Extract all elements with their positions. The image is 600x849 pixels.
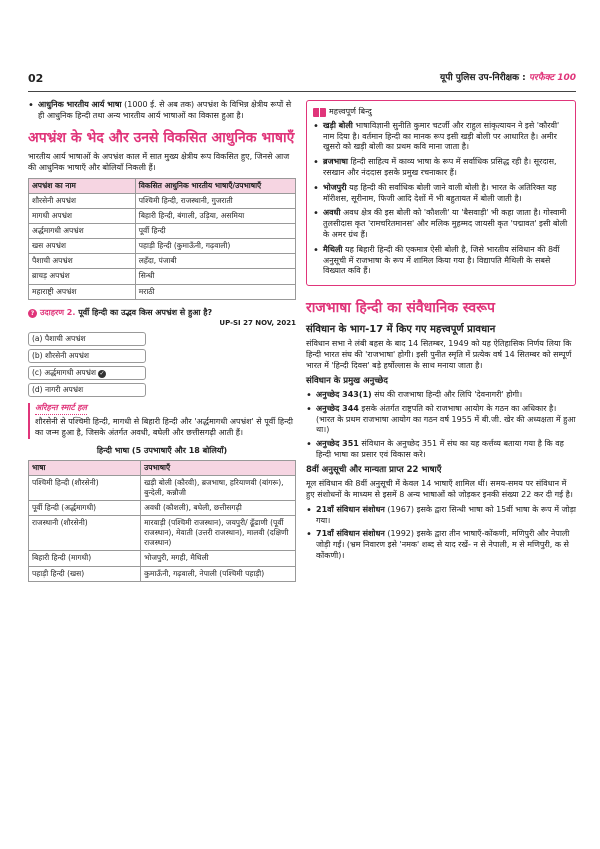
list-item — [313, 183, 569, 205]
table-cell: सिन्धी — [135, 269, 295, 284]
option-a[interactable] — [28, 332, 146, 346]
list-item — [313, 121, 569, 153]
table-cell: मागधी अपभ्रंश — [29, 208, 136, 223]
table-row — [29, 239, 296, 254]
check-icon: ✓ — [99, 370, 105, 378]
option-d[interactable] — [28, 383, 146, 397]
important-points-title-text: महत्त्वपूर्ण बिन्दु — [329, 107, 372, 116]
table-row — [29, 269, 296, 284]
intro-bullet-text: (1000 ई. से अब तक) अपभ्रंश के विभिन्न क्षेत्रीय रूपों से ही आधुनिक हिन्दी तथा अन्य भारतीय आर्य भाषाओं का विकास हुआ है। — [38, 100, 292, 120]
table-header: अपभ्रंश का नाम — [29, 178, 136, 193]
important-points-box — [306, 100, 576, 286]
table-header: विकसित आधुनिक भारतीय भाषाएँ/उपभाषाएँ — [135, 178, 295, 193]
table-cell: अवधी (कौशली), बघेली, छत्तीसगढ़ी — [141, 500, 296, 515]
table-row — [29, 566, 296, 581]
table-cell: पहाड़ी हिन्दी (कुमाऊँनी, गढ़वाली) — [135, 239, 295, 254]
option-label: (a) पैशाची अपभ्रंश — [32, 333, 86, 343]
list-item — [306, 404, 576, 436]
list-item-bold: अवधी — [323, 208, 341, 218]
table-cell: मराठी — [135, 284, 295, 299]
page-number: 02 — [28, 72, 44, 85]
list-item — [306, 529, 576, 561]
table-row — [29, 516, 296, 551]
table-row — [29, 500, 296, 515]
section-paragraph: भारतीय आर्य भाषाओं के अपभ्रंश काल में सात मुख्य क्षेत्रीय रूप विकसित हुए, जिनसे आज की आधुनिक भाषाएँ और बोलियाँ निकली हैं। — [28, 152, 290, 172]
table-cell: शौरसेनी अपभ्रंश — [29, 193, 136, 208]
option-label: (d) नागरी अपभ्रंश — [32, 385, 84, 395]
list-item — [313, 157, 569, 179]
table-cell: भोजपुरी, मगही, मैथिली — [141, 551, 296, 566]
book-icon — [313, 108, 326, 117]
table-row — [29, 224, 296, 239]
intro-bullet-bold: आधुनिक भारतीय आर्य भाषा — [38, 100, 122, 109]
table-cell: मारवाड़ी (पश्चिमी राजस्थान), जयपुरी/ ढूँढाणी (पूर्वी राजस्थान), मेवाती (उत्तरी राजस्थान), मालवी (दक्षिणी राजस्थान) — [141, 516, 296, 551]
list-item — [313, 208, 569, 240]
table-row — [29, 193, 296, 208]
table-row — [29, 284, 296, 299]
list-item-text: इसके अंतर्गत राष्ट्रपति को राजभाषा आयोग के गठन का अधिकार है। (भारत के प्रथम राजभाषा आयोग का गठन वर्ष 1955 में बी.जी. खेर की अध्यक्षता में हुआ था।) — [316, 403, 576, 435]
list-item-bold: भोजपुरी — [323, 182, 347, 192]
example-source: UP-SI 27 NOV, 2021 — [219, 319, 296, 328]
example-question — [28, 308, 296, 319]
important-points-title — [313, 107, 569, 118]
part17-heading: संविधान के भाग-17 में किए गए महत्त्वपूर्ण प्रावधान — [306, 323, 496, 335]
example-question-text: पूर्वी हिन्दी का उद्भव किस अपभ्रंश से हुआ है? — [78, 307, 213, 317]
smart-solution-title: अरिहन्त स्मार्ट हल — [35, 403, 87, 415]
table-header: उपभाषाएँ — [141, 460, 296, 475]
list-item-text: (1992) इसके द्वारा तीन भाषाएँ-कोंकणी, मणिपुरी और नेपाली जोड़ी गईं। (भ्रम निवारण इसे 'नमक' शब्द से याद रखें- न से नेपाली, म से मणिपुरी, क से कोंकणी)। — [316, 529, 570, 561]
intro-bullet — [28, 100, 296, 122]
smart-solution-text: शौरसेनी से पश्चिमी हिन्दी, मागधी से बिहारी हिन्दी और 'अर्द्धमागधी अपभ्रंश' से पूर्वी हिन्दी का जन्म हुआ है, जिसके अंतर्गत अवधी, बघेली और छत्तीसगढ़ी आती हैं। — [35, 417, 293, 438]
table-cell: पश्चिमी हिन्दी, राजस्थानी, गुजराती — [135, 193, 295, 208]
table-cell: कुमाऊँनी, गढ़वाली, नेपाली (पश्चिमी पहाड़ी) — [141, 566, 296, 581]
list-item-bold: मैथिली — [323, 244, 343, 254]
option-c[interactable] — [28, 366, 146, 380]
table-row — [29, 254, 296, 269]
table-cell: अर्द्धमागधी अपभ्रंश — [29, 224, 136, 239]
right-column — [306, 100, 576, 565]
table-cell: ब्राचड़ अपभ्रंश — [29, 269, 136, 284]
list-item-text: भाषाविज्ञानी सुनीति कुमार चटर्जी और राहुल सांकृत्यायन ने इसे 'कौरवी' नाम दिया है। वर्तमान हिन्दी का मानक रूप इसी खड़ी बोली पर आधारित है। अमीर खुसरो को खड़ी बोली का प्रथम कवि माना जाता है। — [323, 120, 560, 152]
brand-name: परफैक्ट 100 — [528, 73, 576, 83]
option-b[interactable] — [28, 349, 146, 363]
list-item-bold: ब्रजभाषा — [323, 157, 348, 167]
question-icon: ? — [28, 309, 37, 318]
running-title-text: यूपी पुलिस उप-निरीक्षक : — [439, 73, 526, 83]
list-item-bold: खड़ी बोली — [323, 120, 353, 130]
left-column — [28, 100, 296, 582]
list-item — [313, 245, 569, 277]
apabhramsha-table — [28, 178, 296, 300]
table-cell: राजस्थानी (शौरसेनी) — [29, 516, 141, 551]
list-item-text: यह हिन्दी की सर्वाधिक बोली जाने वाली बोली है। भारत के अतिरिक्त यह मॉरीशस, सूरीनाम, फिजी आदि देशों में भी बहुतायत में बोली जाती है। — [323, 182, 557, 203]
list-item-text: यह बिहारी हिन्दी की एकमात्र ऐसी बोली है, जिसे भारतीय संविधान की 8वीं अनुसूची में राजभाषा के रूप में शामिल किया गया है। विद्यापति मैथिली के सबसे विख्यात कवि हैं। — [323, 244, 560, 276]
schedule-paragraph: मूल संविधान की 8वीं अनुसूची में केवल 14 भाषाएँ शामिल थीं। समय-समय पर संविधान में हुए संशोधनों के माध्यम से इसमें 8 अन्य भाषाओं को जोड़कर इनकी संख्या 22 कर दी गई है। — [306, 479, 573, 500]
list-item-bold: अनुच्छेद 343(1) — [316, 390, 372, 400]
list-item-text: संघ की राजभाषा हिन्दी और लिपि 'देवनागरी' होगी। — [371, 390, 523, 400]
table-cell: पूर्वी हिन्दी (अर्द्धमागधी) — [29, 500, 141, 515]
smart-solution — [28, 403, 296, 438]
table-cell: महाराष्ट्री अपभ्रंश — [29, 284, 136, 299]
articles-heading: संविधान के प्रमुख अनुच्छेद — [306, 375, 388, 386]
table-row — [29, 208, 296, 223]
schedule-heading: 8वीं अनुसूची और मान्यता प्राप्त 22 भाषाएँ — [306, 464, 442, 475]
example-label: उदाहरण 2. — [40, 307, 76, 317]
table-header-row — [29, 460, 296, 475]
option-label: (c) अर्द्धमागधी अपभ्रंश — [32, 368, 97, 378]
table-cell: लहँदा, पंजाबी — [135, 254, 295, 269]
list-item-text: अवध क्षेत्र की इस बोली को 'कौशली' या 'बैसवाड़ी' भी कहा जाता है। गोस्वामी तुलसीदास कृत 'रामचरितमानस' और मलिक मुहम्मद जायसी कृत 'पद्मावत' इसी बोली के अमर ग्रंथ हैं। — [323, 208, 568, 239]
table-cell: पश्चिमी हिन्दी (शौरसेनी) — [29, 475, 141, 500]
table-cell: बिहारी हिन्दी, बंगाली, उड़िया, असमिया — [135, 208, 295, 223]
list-item-text: हिन्दी साहित्य में काव्य भाषा के रूप में सर्वाधिक प्रसिद्ध रही है। सूरदास, रसखान और नंददास इसके प्रमुख रचनाकार हैं। — [323, 157, 557, 177]
rajbhasha-paragraph: संविधान सभा ने लंबी बहस के बाद 14 सितम्बर, 1949 को यह ऐतिहासिक निर्णय लिया कि हिन्दी भारत संघ की 'राजभाषा' होगी। इसी पुनीत स्मृति में प्रत्येक वर्ष 14 सितम्बर को सम्पूर्ण भारत में 'हिन्दी दिवस' बड़े हर्षोल्लास के साथ मनाया जाता है। — [306, 339, 572, 370]
list-item-text: संविधान के अनुच्छेद 351 में संघ का यह कर्त्तव्य बताया गया है कि वह हिन्दी भाषा का प्रसार एवं विकास करे। — [316, 439, 564, 459]
list-item-bold: 71वाँ संविधान संशोधन — [316, 529, 385, 539]
table-header: भाषा — [29, 460, 141, 475]
hindi-table-title: हिन्दी भाषा (5 उपभाषाएँ और 18 बोलियाँ) — [96, 445, 228, 455]
table-cell: खस अपभ्रंश — [29, 239, 136, 254]
table-header-row — [29, 178, 296, 193]
list-item-bold: 21वाँ संविधान संशोधन — [316, 504, 385, 514]
header-rule — [28, 91, 576, 92]
table-row — [29, 551, 296, 566]
table-cell: पहाड़ी हिन्दी (खस) — [29, 566, 141, 581]
table-cell: बिहारी हिन्दी (मागधी) — [29, 551, 141, 566]
list-item — [306, 390, 576, 401]
running-title — [440, 72, 576, 84]
list-item-text: (1967) इसके द्वारा सिन्धी भाषा को 15वीं भाषा के रूप में जोड़ा गया। — [316, 504, 576, 525]
table-cell: खड़ी बोली (कौरवी), ब्रजभाषा, हरियाणवी (बांगरू), बुन्देली, कन्नौजी — [141, 475, 296, 500]
table-cell: पूर्वी हिन्दी — [135, 224, 295, 239]
table-cell: पैशाची अपभ्रंश — [29, 254, 136, 269]
hindi-languages-table — [28, 460, 296, 582]
page-header — [28, 70, 576, 88]
table-row — [29, 475, 296, 500]
section-title-rajbhasha: राजभाषा हिन्दी का संवैधानिक स्वरूप — [306, 300, 495, 317]
list-item — [306, 439, 576, 461]
list-item-bold: अनुच्छेद 344 — [316, 403, 359, 413]
list-item-bold: अनुच्छेद 351 — [316, 439, 359, 449]
list-item — [306, 505, 576, 527]
section-title-apabhramsha: अपभ्रंश के भेद और उनसे विकसित आधुनिक भाषाएँ — [28, 129, 295, 146]
option-label: (b) शौरसेनी अपभ्रंश — [32, 351, 90, 361]
